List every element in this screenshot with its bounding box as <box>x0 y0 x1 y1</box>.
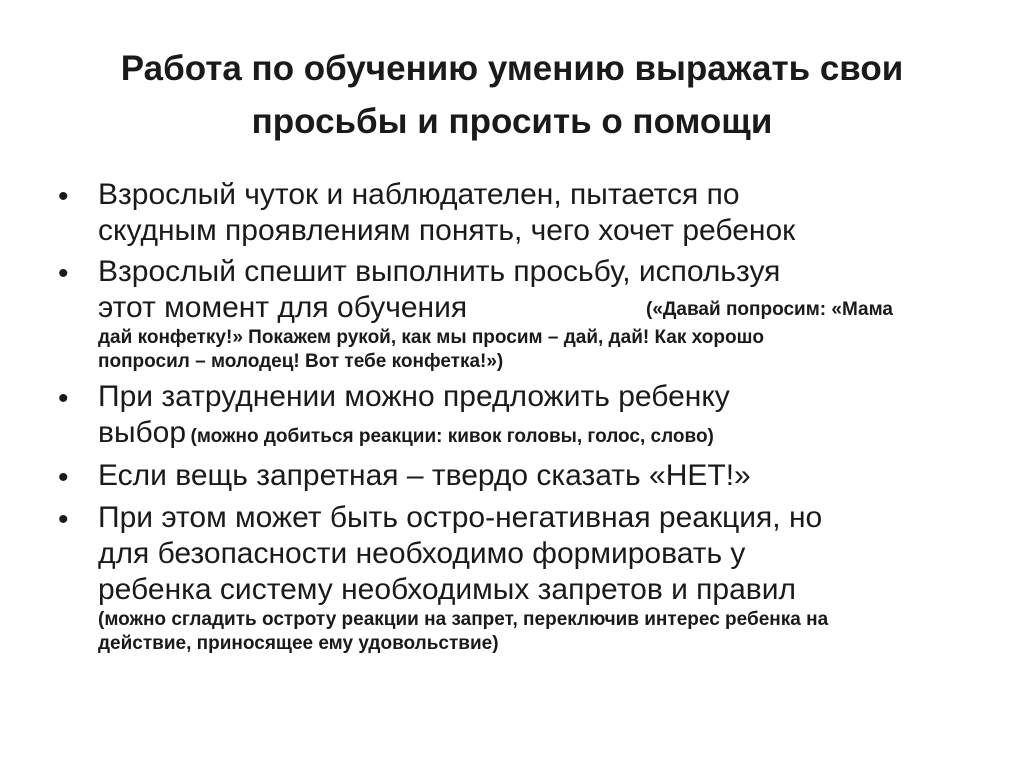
bullet-2-note-line-2: дай конфетку!» Покажем рукой, как мы просим – дай, дай! Как хорошо <box>98 327 765 348</box>
slide-title <box>40 42 984 148</box>
bullet-item-1 <box>58 177 958 249</box>
bullet-3-line-2-row <box>98 415 958 451</box>
bullet-2-line-1: Взрослый спешит выполнить просьбу, используя <box>98 255 781 288</box>
bullet-dot-icon: • <box>58 382 69 415</box>
bullet-5-line-2: для безопасности необходимо формировать у <box>98 537 746 570</box>
bullet-dot-icon: • <box>58 180 69 213</box>
bullet-item-5 <box>58 500 958 656</box>
bullet-2-note-line-3: попросил – молодец! Вот тебе конфетка!») <box>98 351 504 372</box>
bullet-5-line-3: ребенка систему необходимых запретов и правил <box>98 573 796 606</box>
bullet-5-line-1: При этом может быть остро-негативная реакция, но <box>98 501 823 534</box>
bullet-5-note-line-2: действие, приносящее ему удовольствие) <box>98 633 499 654</box>
bullet-3-line-1: При затруднении можно предложить ребенку <box>98 380 730 413</box>
bullet-3-note: (можно добиться реакции: кивок головы, голос, слово) <box>190 426 714 447</box>
bullet-1-line-1: Взрослый чуток и наблюдателен, пытается по <box>98 178 740 211</box>
bullet-item-3 <box>58 379 958 451</box>
bullet-dot-icon: • <box>58 461 69 494</box>
bullet-3-line-2: выбор <box>98 416 187 449</box>
bullet-dot-icon: • <box>58 503 69 536</box>
title-line-1: Работа по обучению умению выражать свои <box>120 49 904 88</box>
bullet-2-line-2: этот момент для обучения <box>98 291 468 324</box>
bullet-item-2 <box>58 254 958 374</box>
bullet-2-line-2-row <box>98 290 958 326</box>
bullet-1-line-2: скудным проявлениям понять, чего хочет ребенок <box>98 214 796 247</box>
bullet-item-4 <box>58 458 958 494</box>
bullet-dot-icon: • <box>58 257 69 290</box>
bullet-4-line-1: Если вещь запретная – твердо сказать «НЕТ!» <box>98 459 751 492</box>
bullet-5-note-line-1: (можно сгладить остроту реакции на запрет, переключив интерес ребенка на <box>98 609 829 630</box>
bullet-2-note-line-1: («Давай попросим: «Мама <box>646 299 893 320</box>
bullet-list <box>58 177 958 656</box>
title-line-2: просьбы и просить о помощи <box>251 102 773 141</box>
